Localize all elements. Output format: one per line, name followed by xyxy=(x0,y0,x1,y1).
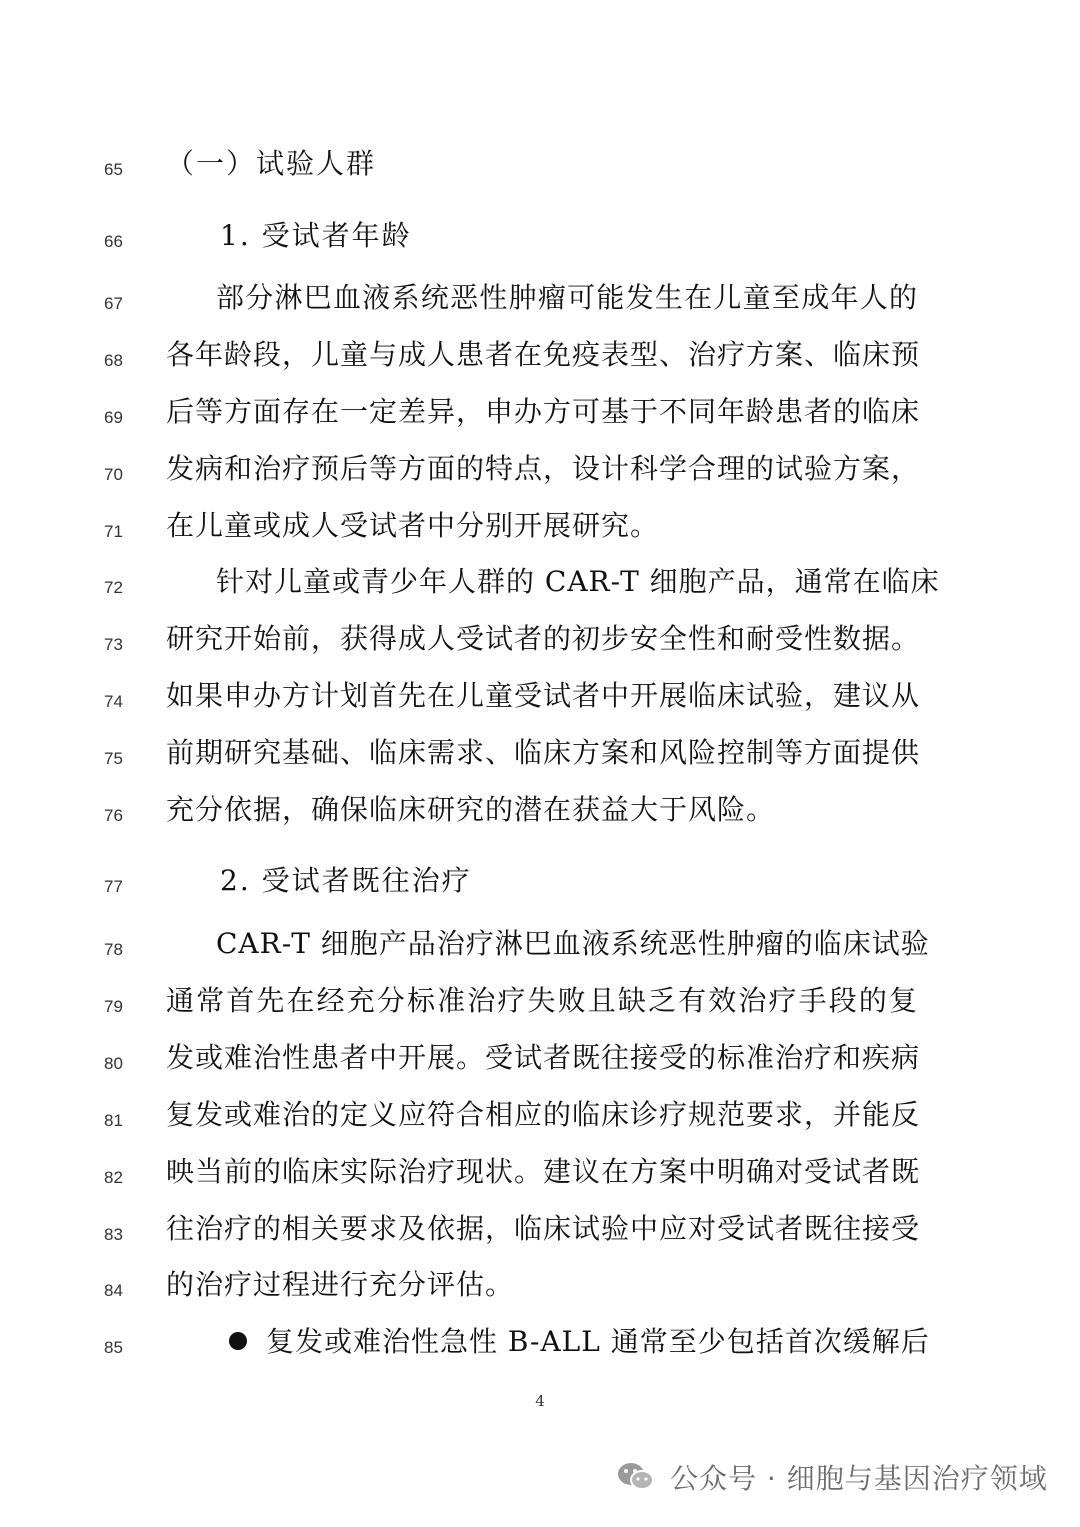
wechat-icon xyxy=(616,1461,656,1493)
document-line xyxy=(0,786,1080,830)
line-text: 复发或难治性急性 B-ALL 通常至少包括首次缓解后 xyxy=(266,1325,930,1358)
line-number: 66 xyxy=(104,232,123,251)
line-number: 81 xyxy=(104,1111,123,1130)
line-text: 发或难治性患者中开展。受试者既往接受的标准治疗和疾病 xyxy=(166,1041,921,1074)
line-number: 85 xyxy=(104,1338,123,1357)
line-text: 部分淋巴血液系统恶性肿瘤可能发生在儿童至成年人的 xyxy=(216,281,918,314)
line-text: 映当前的临床实际治疗现状。建议在方案中明确对受试者既 xyxy=(166,1155,921,1188)
line-text: 发病和治疗预后等方面的特点，设计科学合理的试验方案， xyxy=(166,452,921,485)
watermark-text: 公众号 · 细胞与基因治疗领域 xyxy=(670,1462,1048,1495)
line-text: 往治疗的相关要求及依据，临床试验中应对受试者既往接受 xyxy=(166,1212,921,1245)
section-heading: 2. 受试者既往治疗 xyxy=(220,864,472,897)
document-line xyxy=(0,615,1080,659)
line-number: 69 xyxy=(104,408,123,427)
line-number: 68 xyxy=(104,351,123,370)
document-line xyxy=(0,558,1080,602)
line-number: 65 xyxy=(104,160,123,179)
line-number: 83 xyxy=(104,1225,123,1244)
line-number: 67 xyxy=(104,294,123,313)
line-number: 73 xyxy=(104,635,123,654)
line-number: 71 xyxy=(104,522,123,541)
document-line xyxy=(0,140,1080,184)
page-number: 4 xyxy=(535,1392,545,1410)
line-number: 75 xyxy=(104,749,123,768)
line-number: 70 xyxy=(104,465,123,484)
document-line xyxy=(0,1091,1080,1135)
document-line xyxy=(0,1205,1080,1249)
document-line xyxy=(0,331,1080,375)
line-number: 80 xyxy=(104,1054,123,1073)
line-text: 的治疗过程进行充分评估。 xyxy=(166,1268,515,1301)
section-heading: （一）试验人群 xyxy=(166,147,377,180)
document-line xyxy=(0,857,1080,901)
bullet-icon xyxy=(229,1332,247,1350)
line-text: 研究开始前，获得成人受试者的初步安全性和耐受性数据。 xyxy=(166,622,921,655)
line-text: 针对儿童或青少年人群的 CAR-T 细胞产品，通常在临床 xyxy=(216,565,940,598)
document-line xyxy=(0,1261,1080,1305)
document-line xyxy=(0,388,1080,432)
line-number: 84 xyxy=(104,1281,123,1300)
line-text: 通常首先在经充分标准治疗失败且缺乏有效治疗手段的复 xyxy=(166,984,918,1017)
line-text: 在儿童或成人受试者中分别开展研究。 xyxy=(166,509,660,542)
document-line xyxy=(0,274,1080,318)
line-number: 72 xyxy=(104,578,123,597)
document-line xyxy=(0,502,1080,546)
line-text: 复发或难治的定义应符合相应的临床诊疗规范要求，并能反 xyxy=(166,1098,921,1131)
document-line xyxy=(0,1318,1080,1362)
line-number: 76 xyxy=(104,806,123,825)
line-text: CAR-T 细胞产品治疗淋巴血液系统恶性肿瘤的临床试验 xyxy=(216,927,930,960)
watermark xyxy=(616,1452,1048,1502)
document-line xyxy=(0,1034,1080,1078)
document-line xyxy=(0,445,1080,489)
document-line xyxy=(0,1148,1080,1192)
document-line xyxy=(0,672,1080,716)
line-text: 各年龄段，儿童与成人患者在免疫表型、治疗方案、临床预 xyxy=(166,338,921,371)
document-line xyxy=(0,729,1080,773)
line-number: 79 xyxy=(104,997,123,1016)
line-text: 如果申办方计划首先在儿童受试者中开展临床试验，建议从 xyxy=(166,679,921,712)
line-number: 82 xyxy=(104,1168,123,1187)
section-heading: 1. 受试者年龄 xyxy=(220,219,412,252)
line-number: 74 xyxy=(104,692,123,711)
document-line xyxy=(0,977,1080,1021)
line-text: 充分依据，确保临床研究的潜在获益大于风险。 xyxy=(166,793,776,826)
line-text: 后等方面存在一定差异，申办方可基于不同年龄患者的临床 xyxy=(166,395,921,428)
document-line xyxy=(0,212,1080,256)
document-line xyxy=(0,920,1080,964)
line-number: 78 xyxy=(104,940,123,959)
line-number: 77 xyxy=(104,877,123,896)
line-text: 前期研究基础、临床需求、临床方案和风险控制等方面提供 xyxy=(166,736,921,769)
